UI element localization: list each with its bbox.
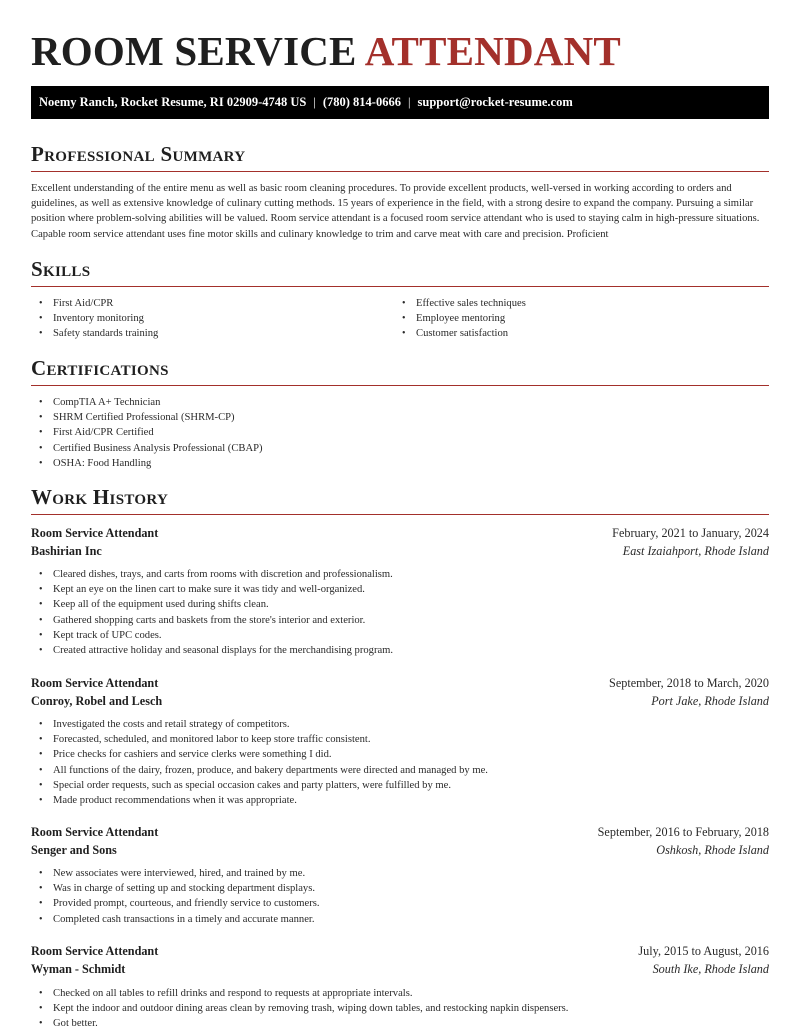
list-item: • Safety standards training (53, 326, 413, 341)
summary-text: Excellent understanding of the entire menu as well as basic room cleaning procedures. To provide excellent products, well-versed in working according to orders and guidelines, as well as extensive knowledge of culinary cutting methods. 15 years of experience in the field, with a strong desire to expand the company. Pursuing a similar position where problem-solving abilities will be valued. Room service attendant is a focused room service attendant who is used to staying calm in high-pressure situations. Capable room service attendant uses fine motor skills and culinary knowledge to trim and carve meat with care and precision. Proficient (31, 183, 760, 240)
contact-phone[interactable]: (780) 814-0666 (322, 95, 401, 109)
list-item: • CompTIA A+ Technician (53, 395, 753, 410)
contact-email[interactable]: support@rocket-resume.com (417, 95, 573, 109)
list-item: • First Aid/CPR (53, 296, 413, 311)
contact-address: Noemy Ranch, Rocket Resume, RI 02909-4748 US (39, 95, 307, 109)
list-item: • Kept track of UPC codes. (53, 628, 769, 643)
skills-list-right (394, 296, 776, 342)
job-title: Room Service Attendant (31, 825, 159, 839)
job-company-row (31, 960, 769, 978)
job-title: Room Service Attendant (31, 676, 159, 690)
job-company: Wyman - Schmidt (31, 962, 126, 976)
list-item: • Gathered shopping carts and baskets from the store's interior and exterior. (53, 613, 769, 628)
summary-heading: Professional Summary (31, 141, 769, 172)
job-bullets (31, 567, 769, 658)
work-history-heading: Work History (31, 484, 769, 515)
job-dates: February, 2021 to January, 2024 (612, 526, 769, 540)
list-item: • Effective sales techniques (416, 296, 776, 311)
job-header-row (31, 823, 769, 841)
job-company-row (31, 542, 769, 560)
job-dates: September, 2018 to March, 2020 (609, 676, 769, 690)
list-item: • Price checks for cashiers and service clerks were something I did. (53, 747, 769, 762)
title-main: ROOM SERVICE (31, 28, 357, 74)
list-item: • Made product recommendations when it was appropriate. (53, 793, 769, 808)
certifications-heading: Certifications (31, 355, 769, 386)
list-item: • All functions of the dairy, frozen, produce, and bakery departments were directed and managed by me. (53, 763, 769, 778)
skills-list-left (31, 296, 413, 342)
list-item: • Completed cash transactions in a timely and accurate manner. (53, 912, 769, 927)
job-bullets (31, 866, 769, 927)
list-item: • Checked on all tables to refill drinks and respond to requests at appropriate intervals. (53, 986, 769, 1001)
list-item: • Certified Business Analysis Professional (CBAP) (53, 441, 753, 456)
list-item: • Got better. (53, 1016, 769, 1031)
list-item: • SHRM Certified Professional (SHRM-CP) (53, 410, 753, 425)
job-company-row (31, 841, 769, 859)
certifications-list (31, 395, 753, 471)
list-item: • Special order requests, such as special occasion cakes and party platters, were fulfilled by me. (53, 778, 769, 793)
list-item: • Employee mentoring (416, 311, 776, 326)
job-title: Room Service Attendant (31, 526, 159, 540)
job-bullets (31, 717, 769, 808)
contact-separator: | (407, 95, 411, 109)
skills-heading: Skills (31, 256, 769, 287)
job-header-row (31, 524, 769, 542)
list-item: • Forecasted, scheduled, and monitored labor to keep store traffic consistent. (53, 732, 769, 747)
list-item: • First Aid/CPR Certified (53, 425, 753, 440)
resume-title (31, 28, 621, 74)
list-item: • Kept an eye on the linen cart to make sure it was tidy and well-organized. (53, 582, 769, 597)
job-bullets (31, 986, 769, 1032)
list-item: • Keep all of the equipment used during shifts clean. (53, 597, 769, 612)
job-dates: September, 2016 to February, 2018 (597, 825, 769, 839)
list-item: • Inventory monitoring (53, 311, 413, 326)
job-location: Port Jake, Rhode Island (651, 694, 769, 708)
job-location: Oshkosh, Rhode Island (656, 843, 769, 857)
list-item: • Customer satisfaction (416, 326, 776, 341)
list-item: • Created attractive holiday and seasonal displays for the merchandising program. (53, 643, 769, 658)
job-company: Conroy, Robel and Lesch (31, 694, 163, 708)
job-location: South Ike, Rhode Island (652, 962, 769, 976)
job-dates: July, 2015 to August, 2016 (638, 944, 769, 958)
job-location: East Izaiahport, Rhode Island (622, 544, 769, 558)
contact-separator: | (313, 95, 316, 109)
job-title: Room Service Attendant (31, 944, 159, 958)
contact-bar (31, 86, 769, 119)
job-header-row (31, 942, 769, 960)
title-accent: ATTENDANT (364, 28, 621, 74)
list-item: • Provided prompt, courteous, and friendly service to customers. (53, 896, 769, 911)
job-company: Senger and Sons (31, 843, 117, 857)
list-item: • OSHA: Food Handling (53, 456, 753, 471)
list-item: • Cleared dishes, trays, and carts from rooms with discretion and professionalism. (53, 567, 769, 582)
list-item: • New associates were interviewed, hired, and trained by me. (53, 866, 769, 881)
list-item: • Kept the indoor and outdoor dining areas clean by removing trash, wiping down tables, and restocking napkin dispensers. (53, 1001, 769, 1016)
job-header-row (31, 674, 769, 692)
job-company: Bashirian Inc (31, 544, 102, 558)
list-item: • Investigated the costs and retail strategy of competitors. (53, 717, 769, 732)
job-company-row (31, 692, 769, 710)
list-item: • Was in charge of setting up and stocking department displays. (53, 881, 769, 896)
